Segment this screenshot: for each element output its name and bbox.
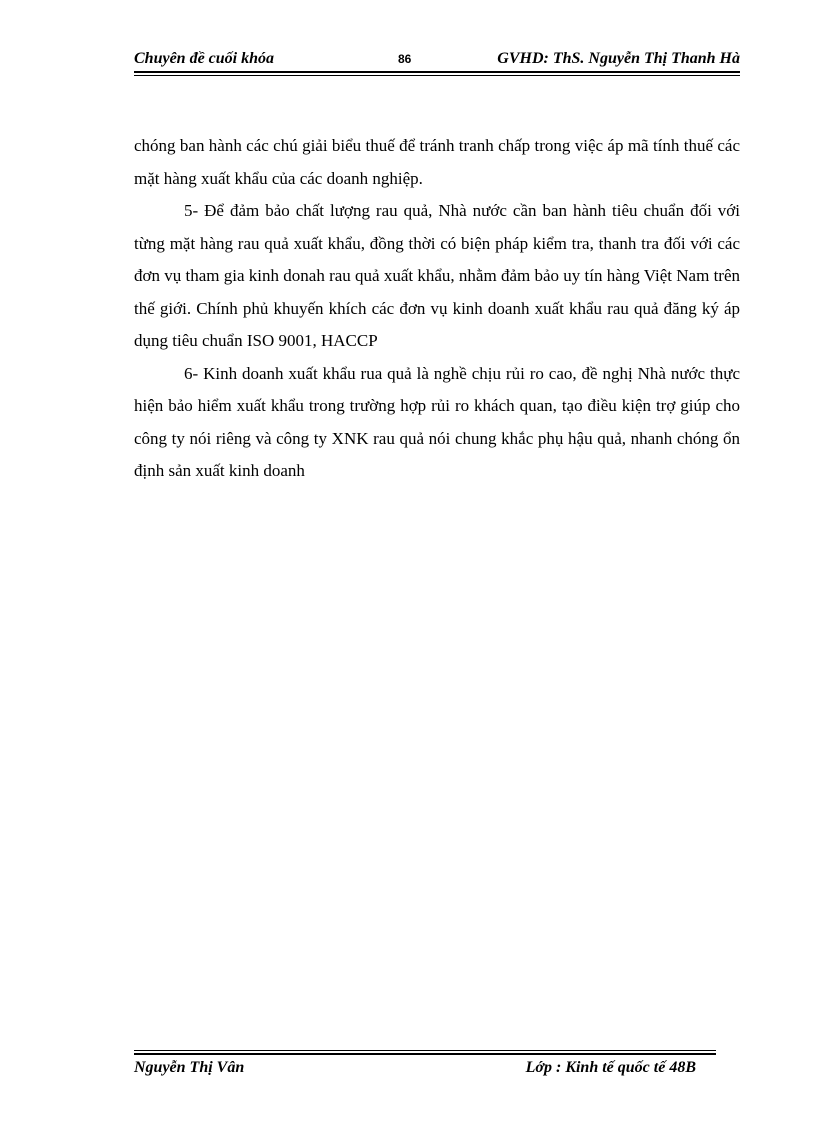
- advisor-name: GVHD: ThS. Nguyễn Thị Thanh Hà: [497, 50, 740, 67]
- document-title: Chuyên đề cuối khóa: [134, 50, 275, 67]
- page-body: [134, 130, 740, 488]
- class-label: Lớp : Kinh tế quốc tế 48B: [525, 1059, 696, 1076]
- footer-rule-thick: [134, 1053, 716, 1055]
- page-number: 86: [398, 52, 412, 66]
- body-paragraph-item-5: 5- Để đảm bảo chất lượng rau quả, Nhà nước cần ban hành tiêu chuẩn đối với từng mặt hàng rau quả xuất khẩu, đồng thời có biện pháp kiểm tra, thanh tra đối với các đơn vụ tham gia kinh donah rau quả xuất khẩu, nhằm đảm bảo uy tín hàng Việt Nam trên thế giới. Chính phủ khuyến khích các đơn vụ kinh doanh xuất khẩu rau quả đăng ký áp dụng tiêu chuẩn ISO 9001, HACCP: [134, 201, 740, 350]
- footer-rule-thin: [134, 1050, 716, 1051]
- body-paragraph-continuation: chóng ban hành các chú giải biểu thuế để tránh tranh chấp trong việc áp mã tính thuế các mặt hàng xuất khẩu của các doanh nghiệp.: [134, 136, 740, 188]
- header-rule-thick: [134, 71, 740, 73]
- page-footer: [134, 1057, 716, 1079]
- author-name: Nguyễn Thị Vân: [134, 1059, 245, 1076]
- body-paragraph-item-6: 6- Kinh doanh xuất khẩu rua quả là nghề chịu rủi ro cao, đề nghị Nhà nước thực hiện bảo hiểm xuất khẩu trong trường hợp rủi ro khách quan, tạo điều kiện trợ giúp cho công ty nói riêng và công ty XNK rau quả nói chung khắc phụ hậu quả, nhanh chóng ổn định sản xuất kinh doanh: [134, 363, 740, 480]
- header-rule-thin: [134, 75, 740, 76]
- page-header: [134, 48, 740, 70]
